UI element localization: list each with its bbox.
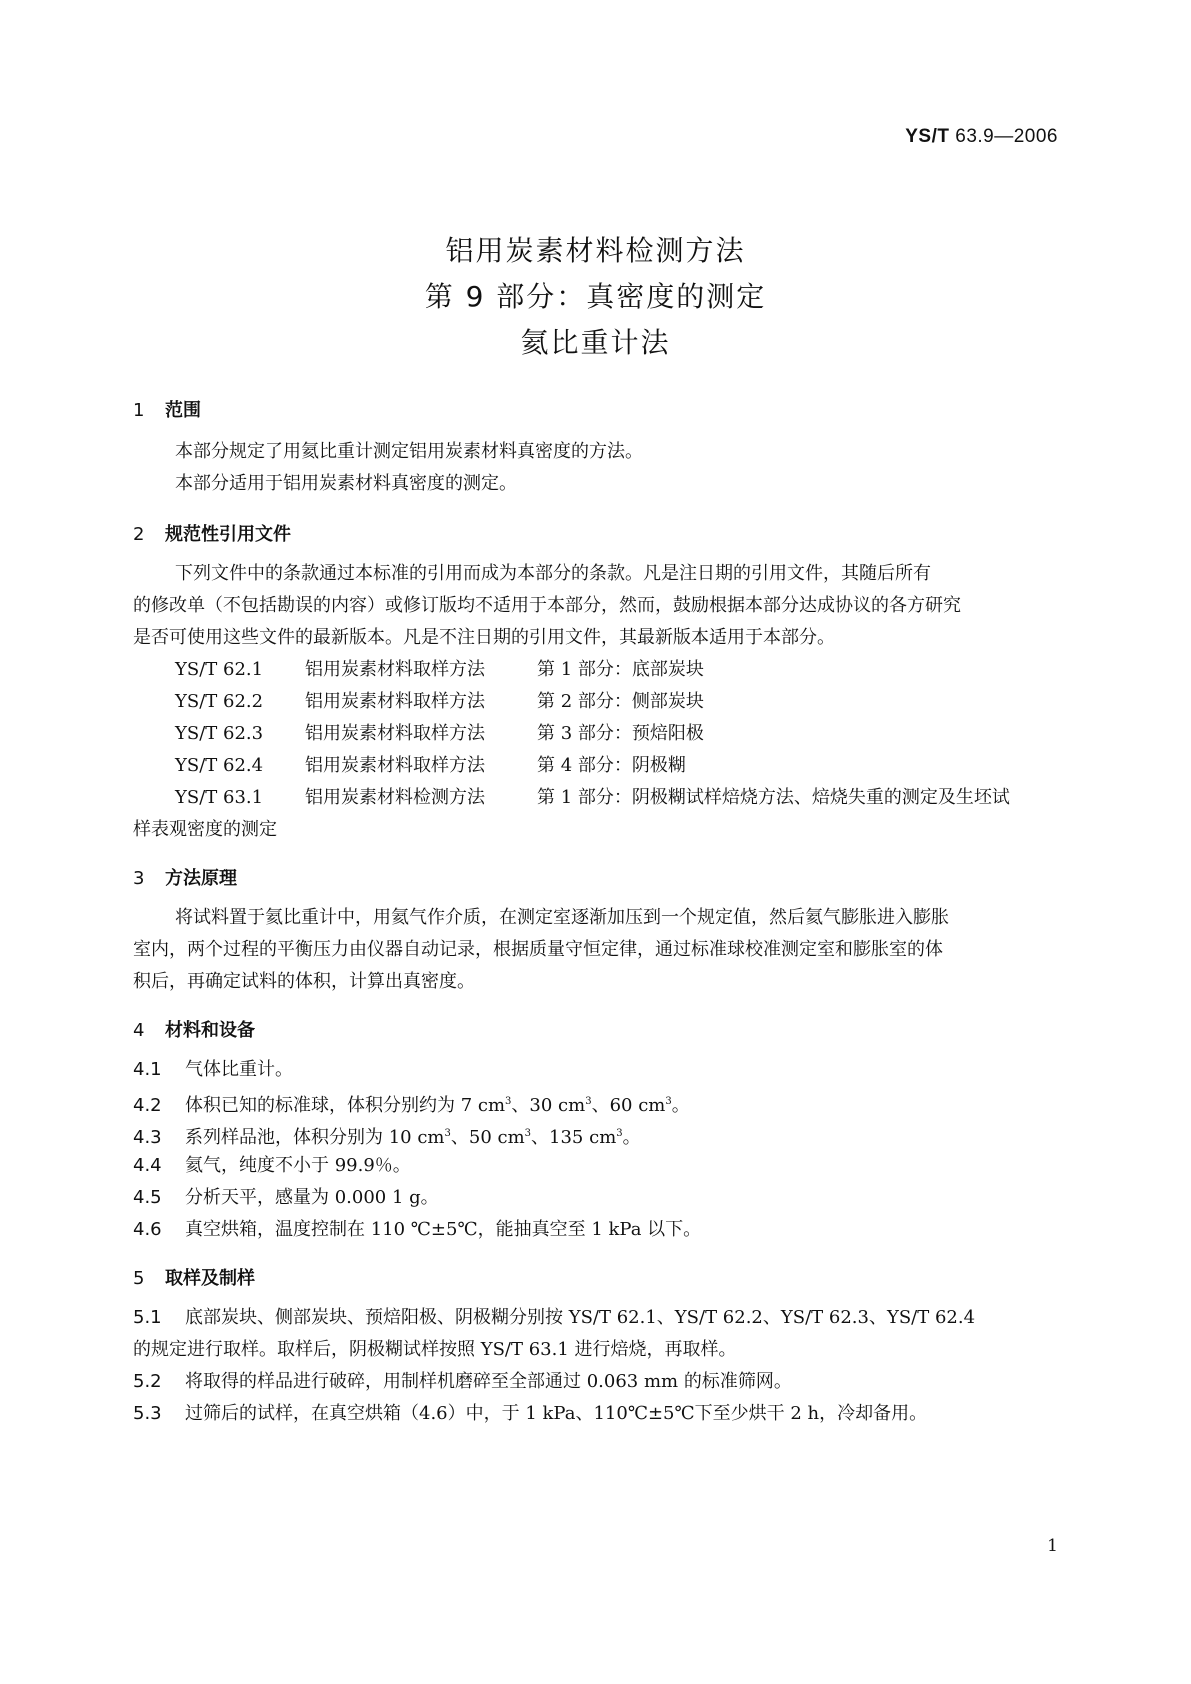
item-text: 分析天平，感量为 0.000 1 g。 xyxy=(185,1187,439,1208)
item-text: 、50 cm xyxy=(450,1127,525,1148)
section-1-para-2: 本部分适用于铝用炭素材料真密度的测定。 xyxy=(175,473,517,494)
section-number: 4 xyxy=(133,1020,145,1041)
item-number: 5.3 xyxy=(133,1403,162,1424)
reference-code: YS/T 62.2 xyxy=(175,691,264,712)
item-number: 4.5 xyxy=(133,1187,162,1208)
list-item xyxy=(133,1302,1060,1334)
section-title: 材料和设备 xyxy=(165,1020,255,1041)
item-number: 4.4 xyxy=(133,1155,162,1176)
section-5-heading xyxy=(133,1264,255,1290)
superscript-3: 3 xyxy=(505,1096,512,1107)
superscript-3: 3 xyxy=(616,1128,623,1139)
standard-code xyxy=(905,126,1058,148)
standard-number: 63.9—2006 xyxy=(955,126,1058,147)
section-3-para-line-2: 室内，两个过程的平衡压力由仪器自动记录，根据质量守恒定律，通过标准球校准测定室和膨胀室的体 xyxy=(133,939,943,960)
item-text: 、135 cm xyxy=(531,1127,617,1148)
superscript-3: 3 xyxy=(585,1096,592,1107)
reference-title: 铝用炭素材料取样方法 xyxy=(305,659,485,680)
list-item xyxy=(133,1366,1060,1398)
item-number: 4.6 xyxy=(133,1219,162,1240)
item-text: 、30 cm xyxy=(511,1095,586,1116)
superscript-3: 3 xyxy=(665,1096,672,1107)
reference-code: YS/T 62.1 xyxy=(175,659,264,680)
item-text: 系列样品池，体积分别为 10 cm xyxy=(185,1127,445,1148)
item-number: 4.1 xyxy=(133,1059,162,1080)
reference-part: 第 3 部分：预焙阳极 xyxy=(537,723,704,744)
section-4-heading xyxy=(133,1016,255,1042)
title-line-2: 第 9 部分：真密度的测定 xyxy=(424,280,767,313)
item-text: 体积已知的标准球，体积分别约为 7 cm xyxy=(185,1095,506,1116)
reference-part: 第 2 部分：侧部炭块 xyxy=(537,691,704,712)
item-text: 、60 cm xyxy=(591,1095,666,1116)
item-text: 底部炭块、侧部炭块、预焙阳极、阴极糊分别按 YS/T 62.1、YS/T 62.2、YS/T 62.3、YS/T 62.4 xyxy=(185,1307,976,1328)
section-title: 规范性引用文件 xyxy=(165,524,291,545)
superscript-3: 3 xyxy=(524,1128,532,1139)
list-item xyxy=(133,1118,1060,1154)
superscript-3: 3 xyxy=(444,1128,451,1139)
reference-part: 第 4 部分：阴极糊 xyxy=(537,755,686,776)
reference-code: YS/T 63.1 xyxy=(175,787,264,808)
section-title: 取样及制样 xyxy=(165,1268,255,1289)
list-item xyxy=(133,1150,1060,1182)
item-text: 。 xyxy=(671,1095,690,1116)
item-text: 。 xyxy=(622,1127,641,1148)
reference-item xyxy=(175,686,1102,718)
item-number: 5.2 xyxy=(133,1371,162,1392)
section-2-heading xyxy=(133,520,291,546)
item-text: 过筛后的试样，在真空烘箱（4.6）中，于 1 kPa、110℃±5℃下至少烘干 2 h，冷却备用。 xyxy=(185,1403,928,1424)
section-3-heading xyxy=(133,864,237,890)
reference-part: 第 1 部分：底部炭块 xyxy=(537,659,704,680)
section-number: 3 xyxy=(133,868,145,889)
reference-title: 铝用炭素材料取样方法 xyxy=(305,755,485,776)
reference-item xyxy=(175,654,1102,686)
standard-prefix: YS/T xyxy=(905,126,950,147)
list-item-continuation: 的规定进行取样。取样后，阴极糊试样按照 YS/T 63.1 进行焙烧，再取样。 xyxy=(133,1339,737,1360)
section-2-para-line-2: 的修改单（不包括勘误的内容）或修订版均不适用于本部分，然而，鼓励根据本部分达成协议的各方研究 xyxy=(133,595,961,616)
section-title: 范围 xyxy=(165,400,201,421)
section-1-para-1: 本部分规定了用氦比重计测定铝用炭素材料真密度的方法。 xyxy=(175,441,643,462)
reference-item xyxy=(175,750,1102,782)
section-1-heading xyxy=(133,396,201,422)
item-number: 5.1 xyxy=(133,1307,162,1328)
reference-title: 铝用炭素材料取样方法 xyxy=(305,691,485,712)
section-number: 1 xyxy=(133,400,145,421)
list-item xyxy=(133,1214,1060,1246)
list-item xyxy=(133,1182,1060,1214)
list-item xyxy=(133,1398,1060,1430)
section-title: 方法原理 xyxy=(165,868,237,889)
reference-item xyxy=(175,718,1102,750)
reference-item xyxy=(175,782,1102,814)
list-item xyxy=(133,1086,1060,1122)
item-text: 将取得的样品进行破碎，用制样机磨碎至全部通过 0.063 mm 的标准筛网。 xyxy=(185,1371,792,1392)
section-3-para-line-3: 积后，再确定试料的体积，计算出真密度。 xyxy=(133,971,475,992)
section-number: 2 xyxy=(133,524,145,545)
reference-title: 铝用炭素材料取样方法 xyxy=(305,723,485,744)
item-number: 4.2 xyxy=(133,1095,162,1116)
title-line-1: 铝用炭素材料检测方法 xyxy=(445,234,746,267)
document-title xyxy=(0,228,1191,366)
list-item xyxy=(133,1054,1060,1086)
section-2-para-line-3: 是否可使用这些文件的最新版本。凡是不注日期的引用文件，其最新版本适用于本部分。 xyxy=(133,627,835,648)
reference-code: YS/T 62.3 xyxy=(175,723,264,744)
reference-code: YS/T 62.4 xyxy=(175,755,264,776)
reference-part: 第 1 部分：阴极糊试样焙烧方法、焙烧失重的测定及生坯试 xyxy=(537,787,1010,808)
item-text: 气体比重计。 xyxy=(185,1059,293,1080)
item-number: 4.3 xyxy=(133,1127,162,1148)
item-text: 真空烘箱，温度控制在 110 ℃±5℃，能抽真空至 1 kPa 以下。 xyxy=(185,1219,702,1240)
reference-title: 铝用炭素材料检测方法 xyxy=(305,787,485,808)
section-3-para-line-1: 将试料置于氦比重计中，用氦气作介质，在测定室逐渐加压到一个规定值，然后氦气膨胀进入膨胀 xyxy=(175,907,949,928)
section-number: 5 xyxy=(133,1268,145,1289)
reference-item-continuation: 样表观密度的测定 xyxy=(133,819,277,840)
section-2-para-line-1: 下列文件中的条款通过本标准的引用而成为本部分的条款。凡是注日期的引用文件，其随后所有 xyxy=(175,563,931,584)
title-line-3: 氦比重计法 xyxy=(520,326,671,359)
item-text: 氦气，纯度不小于 99.9％。 xyxy=(185,1155,411,1176)
page-number: 1 xyxy=(1047,1536,1058,1556)
